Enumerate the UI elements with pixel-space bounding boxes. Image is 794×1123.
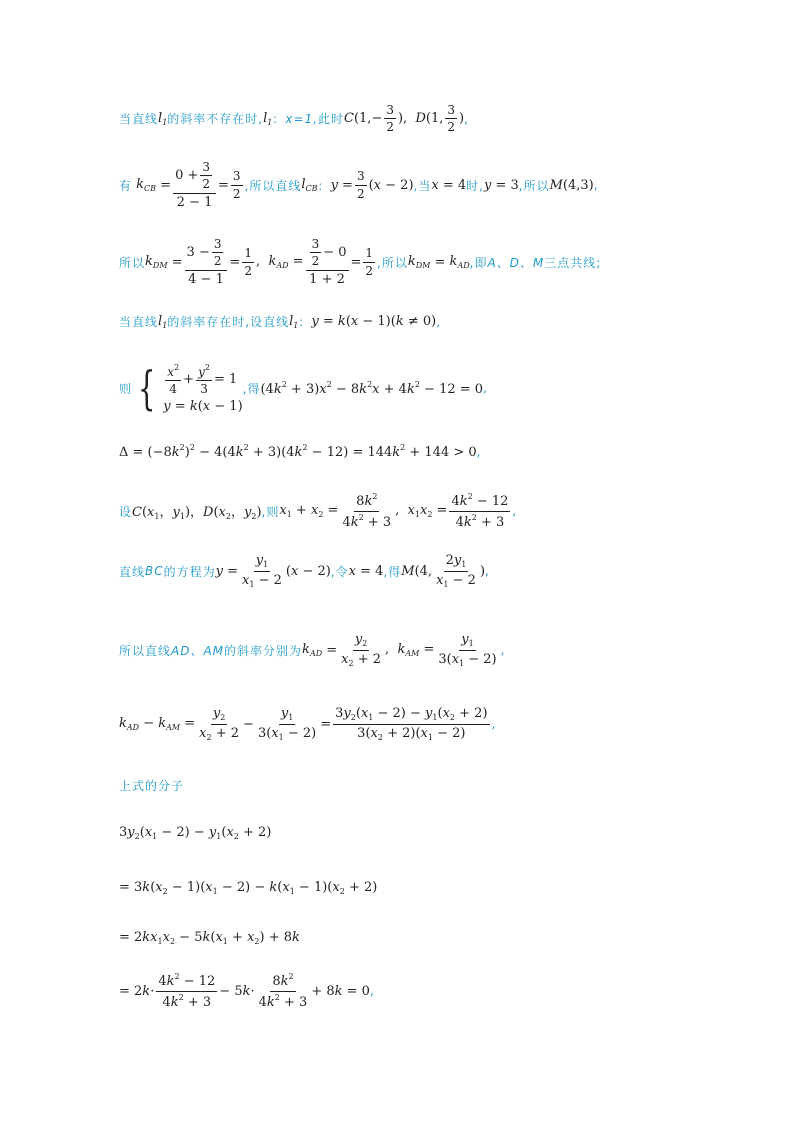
line-11: 上式的分子 bbox=[119, 779, 185, 793]
line-10: $k_{AD} - k_{AM}$ = $\frac{y_2}{x_2 + 2}$ − $\frac{y_1}{3(x_1 - 2)}$ = $\frac{3y_2(x_1 - 2) - y_1(x_2 + 2)}{3(x_2 + 2)(x_1 - 2)}$ , bbox=[119, 706, 497, 742]
line-14: = $2kx_1x_2 - 5k(x_1 + x_2) + 8k$ bbox=[119, 930, 300, 946]
line-6: $\Delta = (-8k^2)^2 - 4(4k^2 + 3)(4k^2 - 12) = 144k^2 + 144 > 0$ , bbox=[119, 443, 482, 460]
line-12: $3y_2(x_1 - 2) - y_1(x_2 + 2)$ bbox=[119, 825, 272, 841]
line-3: 所以 $k_{DM}$ = 3 − $\frac{3}{2}$ 4 − 1 = $\frac{1}{2}$ , $k_{AD}$ = $\frac{3}{2}$ − 0 1 + 2 = $\frac{1}{2}$ ,所以 $k_{DM}$ = $k_{AD}$ ,即 A、D、M 三点共线; bbox=[119, 237, 602, 287]
line-1: 当直线 $l_1$ 的斜率不存在时, $l_1$ ： x=1, 此时 C(1,− $\frac{3}{2}$ ), D(1, $\frac{3}{2}$ ) , bbox=[119, 103, 469, 135]
line-4: 当直线 $l_1$ 的斜率存在时,设直线 $l_1$ ： y = k(x − 1)(k ≠ 0) , bbox=[119, 313, 442, 330]
line-2: 有 $k_{CB}$ = 0 + $\frac{3}{2}$ 2 − 1 = $\frac{3}{2}$ ,所以直线 $l_{CB}$ ： y = $\frac{3}{2}$ (x − 2) ,当 x = 4 时, y = 3 ,所以 M(4,3) , bbox=[119, 160, 599, 210]
line-7: 设 $C(x_1$，$y_1$)，$D(x_2$，$y_2$) ,则 $x_1 + x_2$ = $\frac{8k^2}{4k^2 + 3}$ , $x_1x_2$ = $\frac{4k^2 - 12}{4k^2 + 3}$ , bbox=[119, 492, 518, 530]
line-8: 直线 BC 的方程为 y = $\frac{y_1}{x_1 - 2}$ (x − 2) ,令 x = 4 ,得 M(4, $\frac{2y_1}{x_1 - 2}$ ) , bbox=[119, 553, 490, 589]
line-15: = 2k· $\frac{4k^2 - 12}{4k^2 + 3}$ − 5k· $\frac{8k^2}{4k^2 + 3}$ + 8k = 0 , bbox=[119, 972, 375, 1010]
line-5: 则 { $\frac{x^2}{4}$ + $\frac{y^2}{3}$ = 1 y = k(x − 1) ,得 $(4k^2 + 3)x^2 - 8k^2x + 4k^2 - 12 = 0$ , bbox=[119, 361, 488, 416]
line-9: 所以直线 AD、AM 的斜率分别为 $k_{AD}$ = $\frac{y_2}{x_2 + 2}$ , $k_{AM}$ = $\frac{y_1}{3(x_1 - 2)}$ , bbox=[119, 632, 506, 668]
line-13: = $3k(x_2 - 1)(x_1 - 2) - k(x_1 - 1)(x_2 + 2)$ bbox=[119, 880, 378, 896]
